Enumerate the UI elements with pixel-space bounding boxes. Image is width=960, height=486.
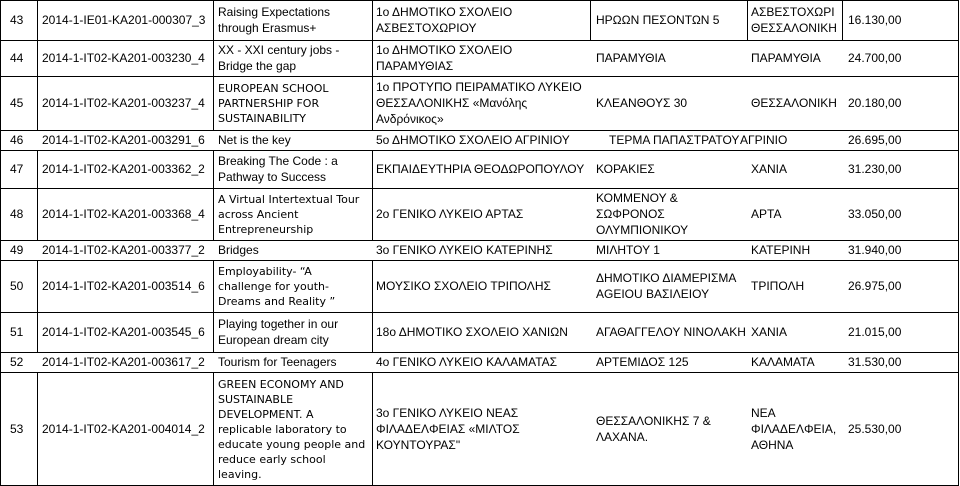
cell-address bbox=[596, 240, 746, 260]
column-divider bbox=[958, 312, 959, 352]
code-text: 2014-1-IT02-KA201-003617_2 bbox=[42, 355, 205, 369]
column-divider bbox=[213, 188, 214, 240]
no-text: 53 bbox=[10, 422, 24, 436]
cell-code bbox=[42, 312, 212, 352]
column-divider bbox=[213, 150, 214, 188]
code-text: 2014-1-IT02-KA201-003230_4 bbox=[42, 51, 205, 65]
title-text: Pathway to Success bbox=[218, 170, 327, 184]
address-text: ΟΛΥΜΠΙΟΝΙΚΟΥ bbox=[596, 223, 689, 237]
cell-title bbox=[218, 352, 368, 372]
column-divider bbox=[372, 372, 373, 486]
column-divider bbox=[0, 76, 1, 130]
cell-city bbox=[751, 312, 841, 352]
title-text: XX - XXI century jobs - bbox=[218, 43, 340, 57]
school-text: 18ο ΔΗΜΟΤΙΚΟ ΣΧΟΛΕΙΟ ΧΑΝΙΩΝ bbox=[376, 325, 568, 339]
cell-address bbox=[596, 0, 746, 40]
address-text: ΑΓΑΘΑΓΓΕΛΟΥ ΝΙΝΟΛΑΚΗ bbox=[596, 325, 746, 339]
school-text: ΑΣΒΕΣΤΟΧΩΡΙΟΥ bbox=[376, 21, 477, 35]
code-text: 2014-1-IT02-KA201-004014_2 bbox=[42, 422, 205, 436]
city-text: ΤΡΙΠΟΛΗ bbox=[751, 279, 805, 293]
city-text: ΧΑΝΙΑ bbox=[751, 325, 788, 339]
city-text: ΧΑΝΙΑ bbox=[751, 162, 788, 176]
column-divider bbox=[958, 130, 959, 150]
amount-text: 31.230,00 bbox=[848, 162, 902, 176]
cell-city bbox=[751, 372, 841, 486]
cell-school bbox=[376, 372, 586, 486]
cell-no bbox=[10, 150, 36, 188]
code-text: 2014-1-IT02-KA201-003237_4 bbox=[42, 96, 205, 110]
column-divider bbox=[37, 260, 38, 312]
cell-city bbox=[751, 40, 841, 76]
cell-school bbox=[376, 0, 586, 40]
cell-code bbox=[42, 76, 212, 130]
column-divider bbox=[37, 188, 38, 240]
column-divider bbox=[37, 40, 38, 76]
city-text: ΑΘΗΝΑ bbox=[751, 438, 794, 452]
cell-title bbox=[218, 188, 368, 240]
cell-school bbox=[376, 240, 586, 260]
column-divider bbox=[0, 260, 1, 312]
address-text: ΠΑΡΑΜΥΘΙΑ bbox=[596, 51, 666, 65]
column-divider bbox=[958, 0, 959, 40]
no-text: 43 bbox=[10, 13, 24, 27]
cell-code bbox=[42, 240, 212, 260]
amount-text: 31.940,00 bbox=[848, 243, 902, 257]
school-text: Ανδρόνικος» bbox=[376, 112, 444, 126]
cell-title bbox=[218, 76, 368, 130]
title-text: SUSTAINABLE bbox=[218, 392, 294, 406]
code-text: 2014-1-IT02-KA201-003377_2 bbox=[42, 243, 205, 257]
cell-amount bbox=[848, 40, 956, 76]
address-text: ΔΗΜΟΤΙΚΟ ΔΙΑΜΕΡΙΣΜΑ bbox=[596, 271, 737, 285]
column-divider bbox=[958, 40, 959, 76]
no-text: 46 bbox=[10, 133, 24, 147]
cell-title bbox=[218, 150, 368, 188]
column-divider bbox=[372, 188, 373, 240]
cell-school bbox=[376, 260, 586, 312]
amount-text: 31.530,00 bbox=[848, 355, 902, 369]
cell-code bbox=[42, 150, 212, 188]
column-divider bbox=[213, 0, 214, 40]
school-text: 5ο ΔΗΜΟΤΙΚΟ ΣΧΟΛΕΙΟ ΑΓΡΙΝΙΟΥ bbox=[376, 133, 570, 147]
column-divider bbox=[372, 40, 373, 76]
cell-no bbox=[10, 130, 36, 150]
amount-text: 24.700,00 bbox=[848, 51, 902, 65]
school-text: 4ο ΓΕΝΙΚΟ ΛΥΚΕΙΟ ΚΑΛΑΜΑΤΑΣ bbox=[376, 355, 558, 369]
title-text: Dreams and Reality ” bbox=[218, 294, 336, 308]
address-text: ΚΟΡΑΚΙΕΣ bbox=[596, 162, 655, 176]
cell-city bbox=[751, 76, 841, 130]
cell-address bbox=[596, 352, 746, 372]
cell-code bbox=[42, 352, 212, 372]
cell-code bbox=[42, 0, 212, 40]
cell-no bbox=[10, 0, 36, 40]
cell-no bbox=[10, 260, 36, 312]
cell-amount bbox=[848, 76, 956, 130]
city-text: ΚΑΤΕΡΙΝΗ bbox=[751, 243, 811, 257]
school-text: ΚΟΥΝΤΟΥΡΑΣ" bbox=[376, 438, 461, 452]
column-divider bbox=[0, 372, 1, 486]
title-text: leaving. bbox=[218, 467, 262, 481]
cell-address bbox=[596, 312, 746, 352]
title-text: educate young people and bbox=[218, 437, 366, 451]
code-text: 2014-1-IT02-KA201-003514_6 bbox=[42, 279, 205, 293]
address-text: ΑΡΤΕΜΙΔΟΣ 125 bbox=[596, 355, 689, 369]
cell-address bbox=[596, 76, 746, 130]
code-text: 2014-1-IT02-KA201-003368_4 bbox=[42, 207, 205, 221]
title-text: SUSTAINABILITY bbox=[218, 111, 307, 125]
cell-no bbox=[10, 352, 36, 372]
school-text: 3ο ΓΕΝΙΚΟ ΛΥΚΕΙΟ ΚΑΤΕΡΙΝΗΣ bbox=[376, 243, 553, 257]
cell-no bbox=[10, 372, 36, 486]
title-text: PARTNERSHIP FOR bbox=[218, 96, 320, 110]
amount-text: 26.695,00 bbox=[848, 133, 902, 147]
cell-city bbox=[740, 130, 830, 150]
cell-city bbox=[751, 240, 841, 260]
cell-title bbox=[218, 40, 368, 76]
title-text: European dream city bbox=[218, 333, 329, 347]
column-divider bbox=[958, 372, 959, 486]
column-divider bbox=[958, 76, 959, 130]
column-divider bbox=[213, 312, 214, 352]
title-text: Breaking The Code : a bbox=[218, 154, 338, 168]
school-text: ΜΟΥΣΙΚΟ ΣΧΟΛΕΙΟ ΤΡΙΠΟΛΗΣ bbox=[376, 279, 551, 293]
code-text: 2014-1-IE01-KA201-000307_3 bbox=[42, 13, 206, 27]
amount-text: 25.530,00 bbox=[848, 422, 902, 436]
cell-code bbox=[42, 260, 212, 312]
cell-school bbox=[376, 40, 586, 76]
cell-title bbox=[218, 240, 368, 260]
city-text: ΝΕΑ bbox=[751, 406, 776, 420]
title-text: DEVELOPMENT. A bbox=[218, 407, 314, 421]
title-text: Tourism for Teenagers bbox=[218, 355, 337, 369]
column-divider bbox=[958, 240, 959, 260]
title-text: Entrepreneurship bbox=[218, 222, 314, 236]
cell-amount bbox=[848, 372, 956, 486]
amount-text: 21.015,00 bbox=[848, 325, 902, 339]
cell-amount bbox=[848, 188, 956, 240]
cell-title bbox=[218, 312, 368, 352]
column-divider bbox=[372, 312, 373, 352]
column-divider bbox=[747, 0, 748, 40]
column-divider bbox=[37, 312, 38, 352]
cell-amount bbox=[848, 312, 956, 352]
column-divider bbox=[372, 150, 373, 188]
title-text: replicable laboratory to bbox=[218, 422, 347, 436]
column-divider bbox=[37, 372, 38, 486]
title-text: across Ancient bbox=[218, 207, 299, 221]
school-text: ΘΕΣΣΑΛΟΝΙΚΗΣ «Μανόλης bbox=[376, 96, 528, 110]
column-divider bbox=[0, 240, 1, 260]
cell-title bbox=[218, 372, 368, 486]
code-text: 2014-1-IT02-KA201-003291_6 bbox=[42, 133, 205, 147]
city-text: ΑΡΤΑ bbox=[751, 207, 782, 221]
city-text: ΘΕΣΣΑΛΟΝΙΚΗ bbox=[751, 96, 837, 110]
title-text: Bridges bbox=[218, 243, 259, 257]
city-text: ΠΑΡΑΜΥΘΙΑ bbox=[751, 51, 821, 65]
title-text: A Virtual Intertextual Tour bbox=[218, 192, 360, 206]
address-text: ΚΛΕΑΝΘΟΥΣ 30 bbox=[596, 96, 688, 110]
column-divider bbox=[213, 76, 214, 130]
cell-amount bbox=[848, 150, 956, 188]
cell-amount bbox=[848, 352, 956, 372]
cell-code bbox=[42, 188, 212, 240]
title-text: Playing together in our bbox=[218, 317, 339, 331]
column-divider bbox=[0, 40, 1, 76]
school-text: 3ο ΓΕΝΙΚΟ ΛΥΚΕΙΟ ΝΕΑΣ bbox=[376, 406, 519, 420]
cell-school bbox=[376, 352, 586, 372]
cell-amount bbox=[848, 130, 956, 150]
title-text: Raising Expectations bbox=[218, 5, 331, 19]
title-text: GREEN ECONOMY AND bbox=[218, 377, 344, 391]
cell-address bbox=[596, 188, 746, 240]
amount-text: 33.050,00 bbox=[848, 207, 902, 221]
column-divider bbox=[0, 312, 1, 352]
cell-amount bbox=[848, 240, 956, 260]
cell-no bbox=[10, 188, 36, 240]
column-divider bbox=[0, 150, 1, 188]
cell-address bbox=[596, 150, 746, 188]
address-text: ΤΕΡΜΑ ΠΑΠΑΣΤΡΑΤΟΥ bbox=[609, 133, 740, 147]
cell-address bbox=[596, 372, 746, 486]
column-divider bbox=[0, 130, 1, 150]
school-text: 2ο ΓΕΝΙΚΟ ΛΥΚΕΙΟ ΑΡΤΑΣ bbox=[376, 207, 524, 221]
code-text: 2014-1-IT02-KA201-003362_2 bbox=[42, 162, 205, 176]
address-text: AGEIOU ΒΑΣΙΛΕΙΟΥ bbox=[596, 287, 710, 301]
no-text: 49 bbox=[10, 243, 24, 257]
cell-city bbox=[751, 260, 841, 312]
cell-code bbox=[42, 372, 212, 486]
column-divider bbox=[0, 352, 1, 372]
cell-code bbox=[42, 40, 212, 76]
address-text: ΜΙΛΗΤΟΥ 1 bbox=[596, 243, 660, 257]
cell-city bbox=[751, 150, 841, 188]
cell-title bbox=[218, 260, 368, 312]
school-text: 1ο ΔΗΜΟΤΙΚΟ ΣΧΟΛΕΙΟ bbox=[376, 43, 513, 57]
column-divider bbox=[590, 0, 591, 40]
cell-amount bbox=[848, 260, 956, 312]
column-divider bbox=[213, 372, 214, 486]
column-divider bbox=[213, 260, 214, 312]
city-text: ΦΙΛΑΔΕΛΦΕΙΑ, bbox=[751, 422, 837, 436]
amount-text: 20.180,00 bbox=[848, 96, 902, 110]
address-text: ΘΕΣΣΑΛΟΝΙΚΗΣ 7 & bbox=[596, 414, 711, 428]
title-text: Bridge the gap bbox=[218, 59, 297, 73]
cell-amount bbox=[848, 0, 956, 40]
school-text: 1ο ΔΗΜΟΤΙΚΟ ΣΧΟΛΕΙΟ bbox=[376, 5, 513, 19]
no-text: 45 bbox=[10, 96, 24, 110]
cell-address bbox=[596, 260, 746, 312]
school-text: ΕΚΠΑΙΔΕΥΤΗΡΙΑ ΘΕΟΔΩΡΟΠΟΥΛΟΥ bbox=[376, 162, 585, 176]
address-text: ΛΑΧΑΝΑ. bbox=[596, 430, 649, 444]
column-divider bbox=[958, 150, 959, 188]
school-text: ΠΑΡΑΜΥΘΙΑΣ bbox=[376, 59, 454, 73]
no-text: 51 bbox=[10, 325, 24, 339]
city-text: ΑΓΡΙΝΙΟ bbox=[740, 133, 788, 147]
cell-code bbox=[42, 130, 212, 150]
city-text: ΚΑΛΑΜΑΤΑ bbox=[751, 355, 815, 369]
amount-text: 26.975,00 bbox=[848, 279, 902, 293]
cell-city bbox=[751, 188, 841, 240]
cell-address bbox=[596, 40, 746, 76]
cell-no bbox=[10, 76, 36, 130]
cell-address bbox=[609, 130, 759, 150]
column-divider bbox=[0, 0, 1, 40]
address-text: ΣΩΦΡΟΝΟΣ bbox=[596, 207, 665, 221]
no-text: 50 bbox=[10, 279, 24, 293]
cell-no bbox=[10, 312, 36, 352]
no-text: 48 bbox=[10, 207, 24, 221]
title-text: EUROPEAN SCHOOL bbox=[218, 81, 329, 95]
school-text: ΦΙΛΑΔΕΛΦΕΙΑΣ «ΜΙΛΤΟΣ bbox=[376, 422, 520, 436]
column-divider bbox=[0, 188, 1, 240]
no-text: 47 bbox=[10, 162, 24, 176]
column-divider bbox=[372, 260, 373, 312]
city-text: ΘΕΣΣΑΛΟΝΙΚΗ bbox=[751, 21, 837, 35]
amount-text: 16.130,00 bbox=[848, 13, 902, 27]
cell-school bbox=[376, 76, 586, 130]
column-divider bbox=[37, 0, 38, 40]
title-text: Net is the key bbox=[218, 133, 291, 147]
code-text: 2014-1-IT02-KA201-003545_6 bbox=[42, 325, 205, 339]
title-text: reduce early school bbox=[218, 452, 326, 466]
column-divider bbox=[842, 0, 843, 40]
cell-city bbox=[751, 0, 841, 40]
school-text: 1ο ΠΡΟΤΥΠΟ ΠΕΙΡΑΜΑΤΙΚΟ ΛΥΚΕΙΟ bbox=[376, 80, 582, 94]
column-divider bbox=[958, 260, 959, 312]
title-text: through Erasmus+ bbox=[218, 21, 317, 35]
column-divider bbox=[37, 150, 38, 188]
cell-city bbox=[751, 352, 841, 372]
cell-school bbox=[376, 312, 586, 352]
title-text: challenge for youth- bbox=[218, 279, 329, 293]
no-text: 44 bbox=[10, 51, 24, 65]
cell-school bbox=[376, 130, 586, 150]
column-divider bbox=[958, 188, 959, 240]
cell-title bbox=[218, 0, 368, 40]
address-text: ΗΡΩΩΝ ΠΕΣΟΝΤΩΝ 5 bbox=[596, 13, 720, 27]
cell-school bbox=[376, 150, 586, 188]
column-divider bbox=[372, 76, 373, 130]
column-divider bbox=[958, 352, 959, 372]
city-text: ΑΣΒΕΣΤΟΧΩΡΙ bbox=[751, 5, 835, 19]
address-text: ΚΟΜΜΕΝΟΥ & bbox=[596, 191, 678, 205]
cell-no bbox=[10, 240, 36, 260]
column-divider bbox=[372, 0, 373, 40]
cell-school bbox=[376, 188, 586, 240]
column-divider bbox=[37, 76, 38, 130]
cell-no bbox=[10, 40, 36, 76]
no-text: 52 bbox=[10, 355, 24, 369]
column-divider bbox=[213, 40, 214, 76]
cell-title bbox=[218, 130, 368, 150]
title-text: Employability- “A bbox=[218, 264, 312, 278]
